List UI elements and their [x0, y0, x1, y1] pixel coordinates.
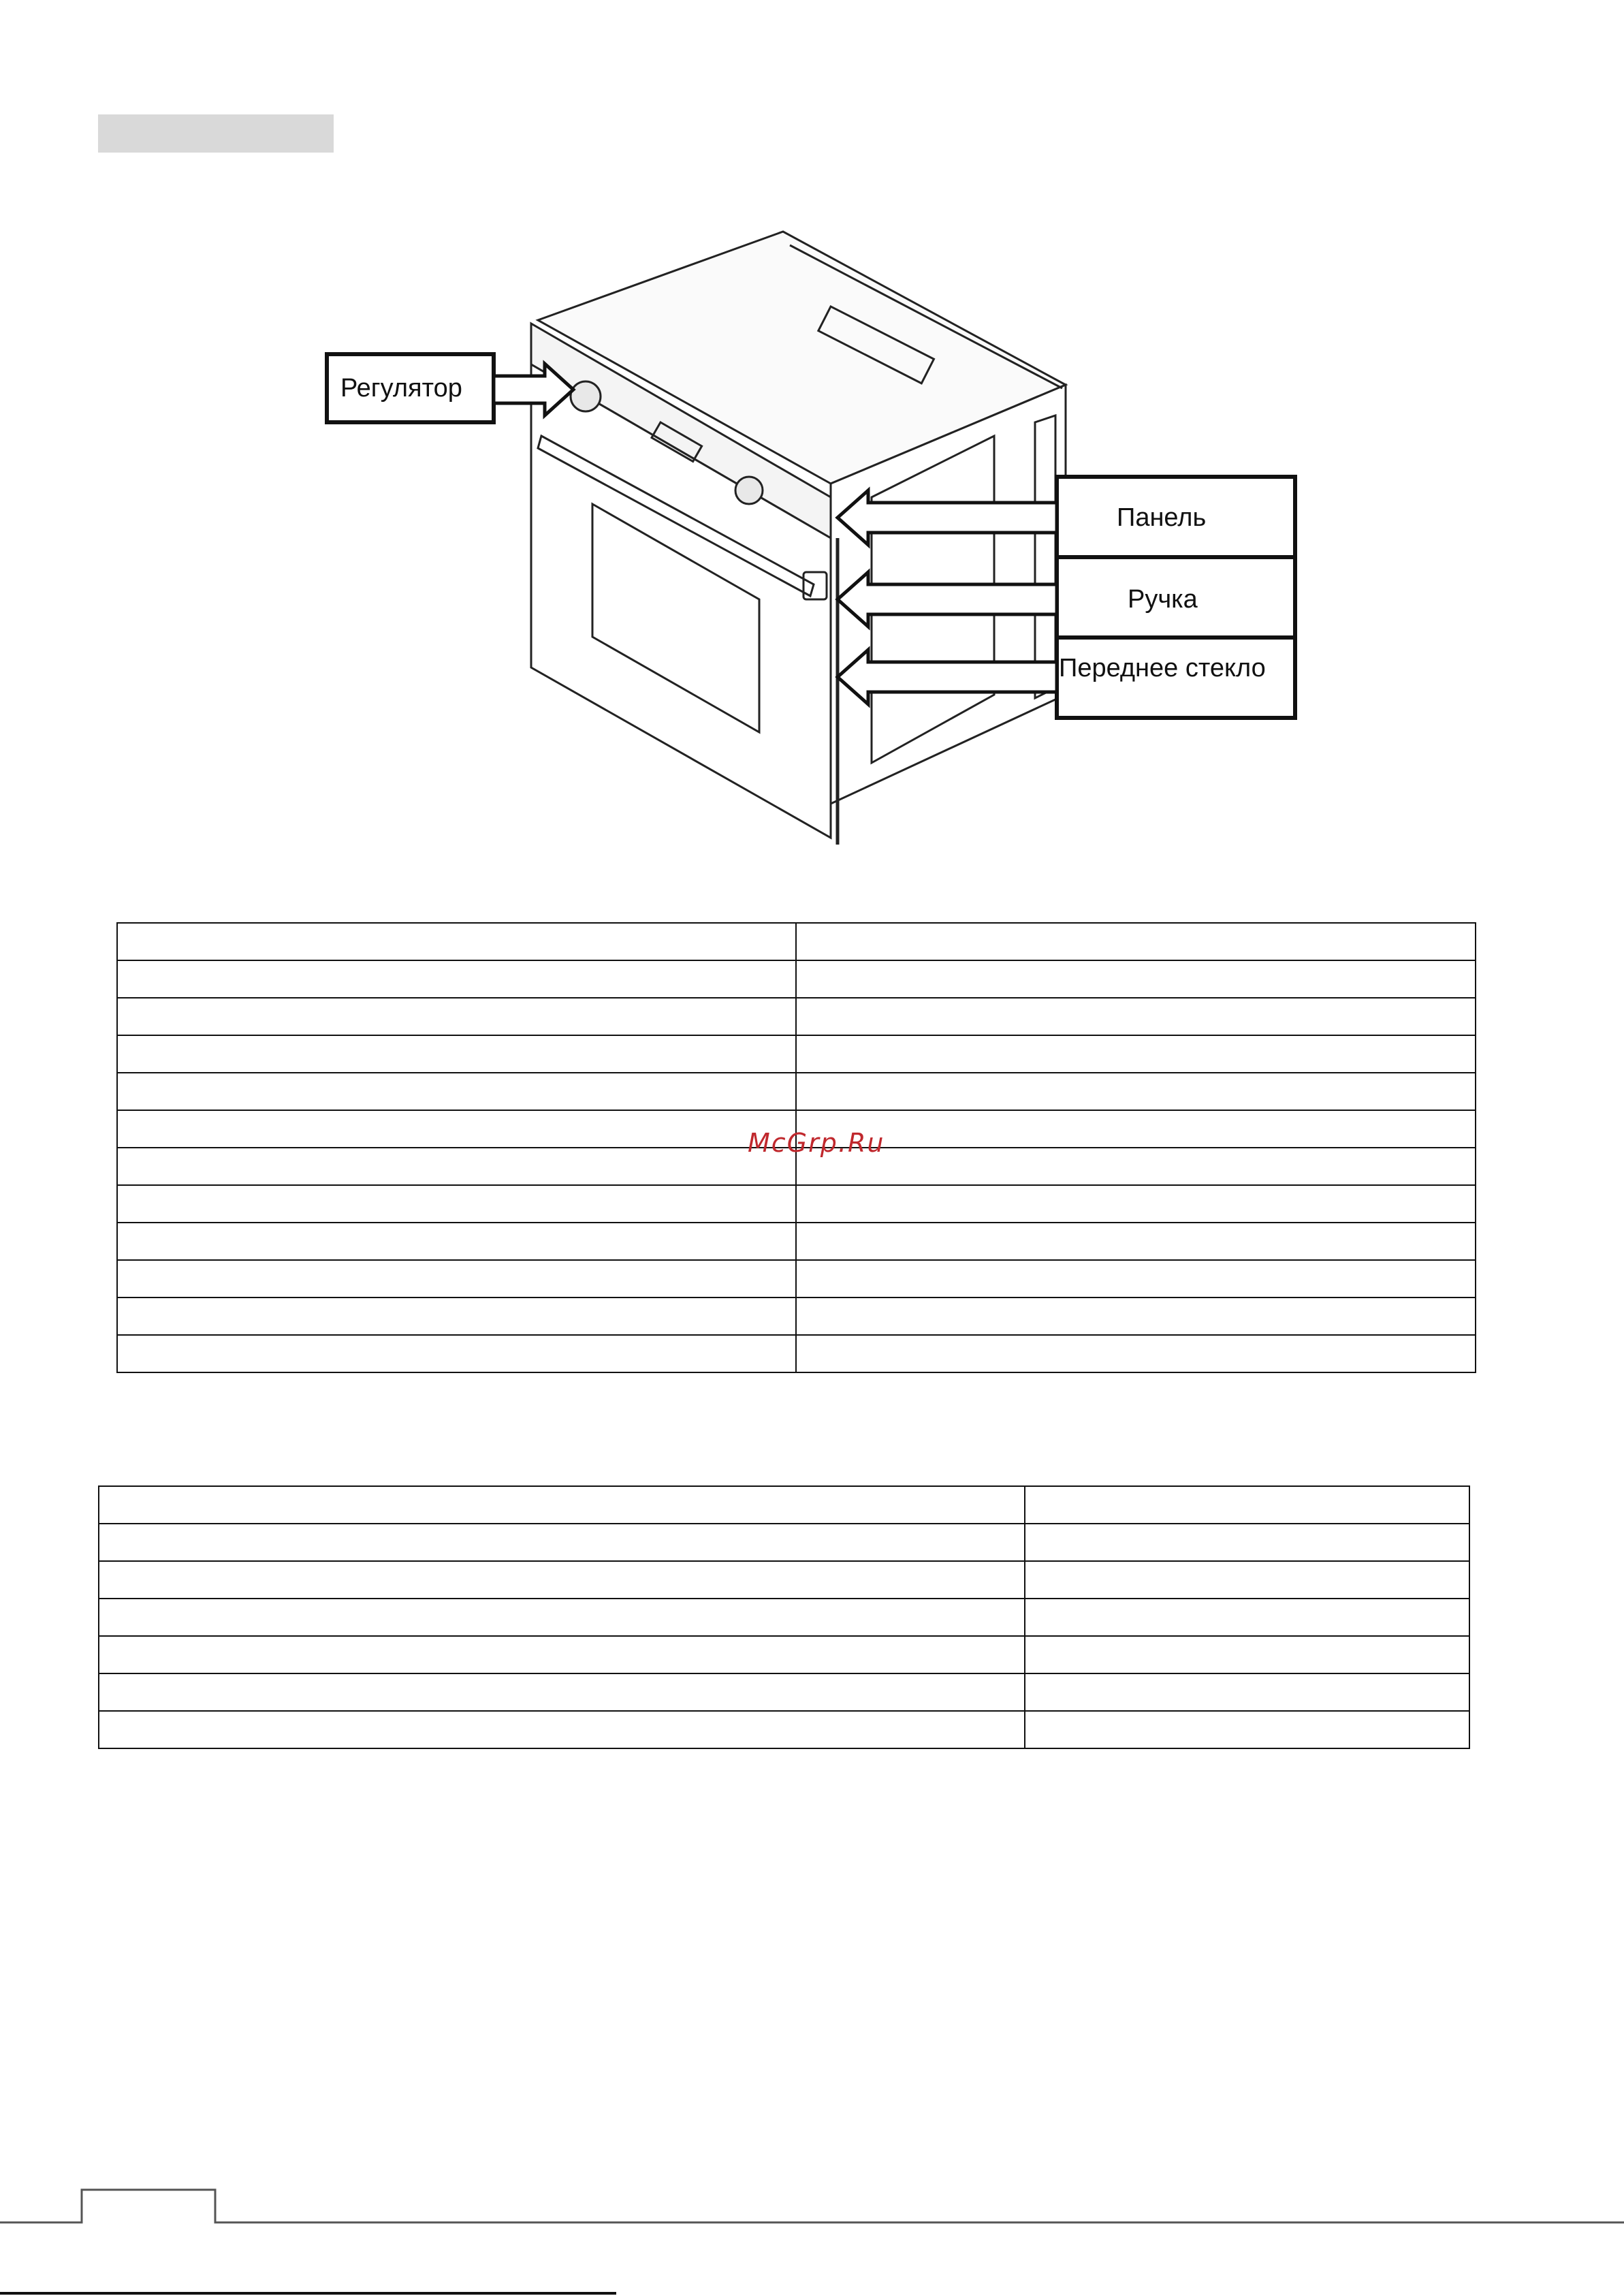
- table-cell: [796, 1298, 1476, 1335]
- table-cell: [117, 1035, 796, 1073]
- table-row: [99, 1486, 1469, 1524]
- table-cell: [117, 960, 796, 998]
- table-cell: [99, 1486, 1025, 1524]
- table-cell: [1025, 1486, 1469, 1524]
- section-header-bar: [98, 114, 334, 153]
- table-cell: [796, 1035, 1476, 1073]
- table-row: [99, 1673, 1469, 1711]
- table-cell: [796, 998, 1476, 1035]
- panel-label: Панель: [1117, 503, 1207, 532]
- table-cell: [99, 1561, 1025, 1599]
- table-cell: [796, 1260, 1476, 1298]
- table-row: [117, 1298, 1476, 1335]
- accessories-table: [98, 1485, 1470, 1749]
- oven-diagram: [313, 218, 1321, 865]
- table-cell: [117, 1148, 796, 1185]
- front-glass-label: Переднее стекло: [1059, 654, 1266, 682]
- table-row: [117, 1185, 1476, 1223]
- table-cell: [796, 1185, 1476, 1223]
- table-cell: [796, 1148, 1476, 1185]
- table-cell: [117, 923, 796, 960]
- table-cell: [1025, 1599, 1469, 1636]
- table-row: [117, 1223, 1476, 1260]
- table-cell: [1025, 1561, 1469, 1599]
- table-cell: [117, 1298, 796, 1335]
- table-cell: [796, 960, 1476, 998]
- table-row: [99, 1524, 1469, 1561]
- table-cell: [99, 1636, 1025, 1673]
- table-cell: [117, 1335, 796, 1372]
- footer-tab-line: [0, 2190, 1624, 2222]
- table-row: [99, 1711, 1469, 1748]
- table-cell: [796, 1110, 1476, 1148]
- table-row: [117, 923, 1476, 960]
- table-cell: [117, 1223, 796, 1260]
- table-cell: [1025, 1524, 1469, 1561]
- table-cell: [1025, 1673, 1469, 1711]
- table-row: [117, 1335, 1476, 1372]
- table-row: [117, 998, 1476, 1035]
- table-cell: [796, 1335, 1476, 1372]
- table-cell: [1025, 1636, 1469, 1673]
- table-row: [99, 1636, 1469, 1673]
- table-cell: [117, 1110, 796, 1148]
- table-cell: [796, 1223, 1476, 1260]
- table-cell: [99, 1599, 1025, 1636]
- table-row: [117, 1073, 1476, 1110]
- table-cell: [99, 1711, 1025, 1748]
- oven-illustration: [531, 232, 1066, 845]
- handle-label: Ручка: [1128, 585, 1198, 614]
- table-cell: [1025, 1711, 1469, 1748]
- table-row: [117, 1260, 1476, 1298]
- table-cell: [796, 1073, 1476, 1110]
- table-cell: [99, 1524, 1025, 1561]
- watermark: McGrp.Ru: [748, 1128, 885, 1158]
- table-cell: [117, 1073, 796, 1110]
- regulator-label: Регулятор: [340, 374, 462, 403]
- table-row: [99, 1561, 1469, 1599]
- page-footer: [0, 2180, 1624, 2296]
- table-row: [117, 960, 1476, 998]
- table-row: [99, 1599, 1469, 1636]
- table-cell: [117, 998, 796, 1035]
- table-cell: [796, 923, 1476, 960]
- table-row: [117, 1035, 1476, 1073]
- table-cell: [117, 1185, 796, 1223]
- table-cell: [99, 1673, 1025, 1711]
- table-cell: [117, 1260, 796, 1298]
